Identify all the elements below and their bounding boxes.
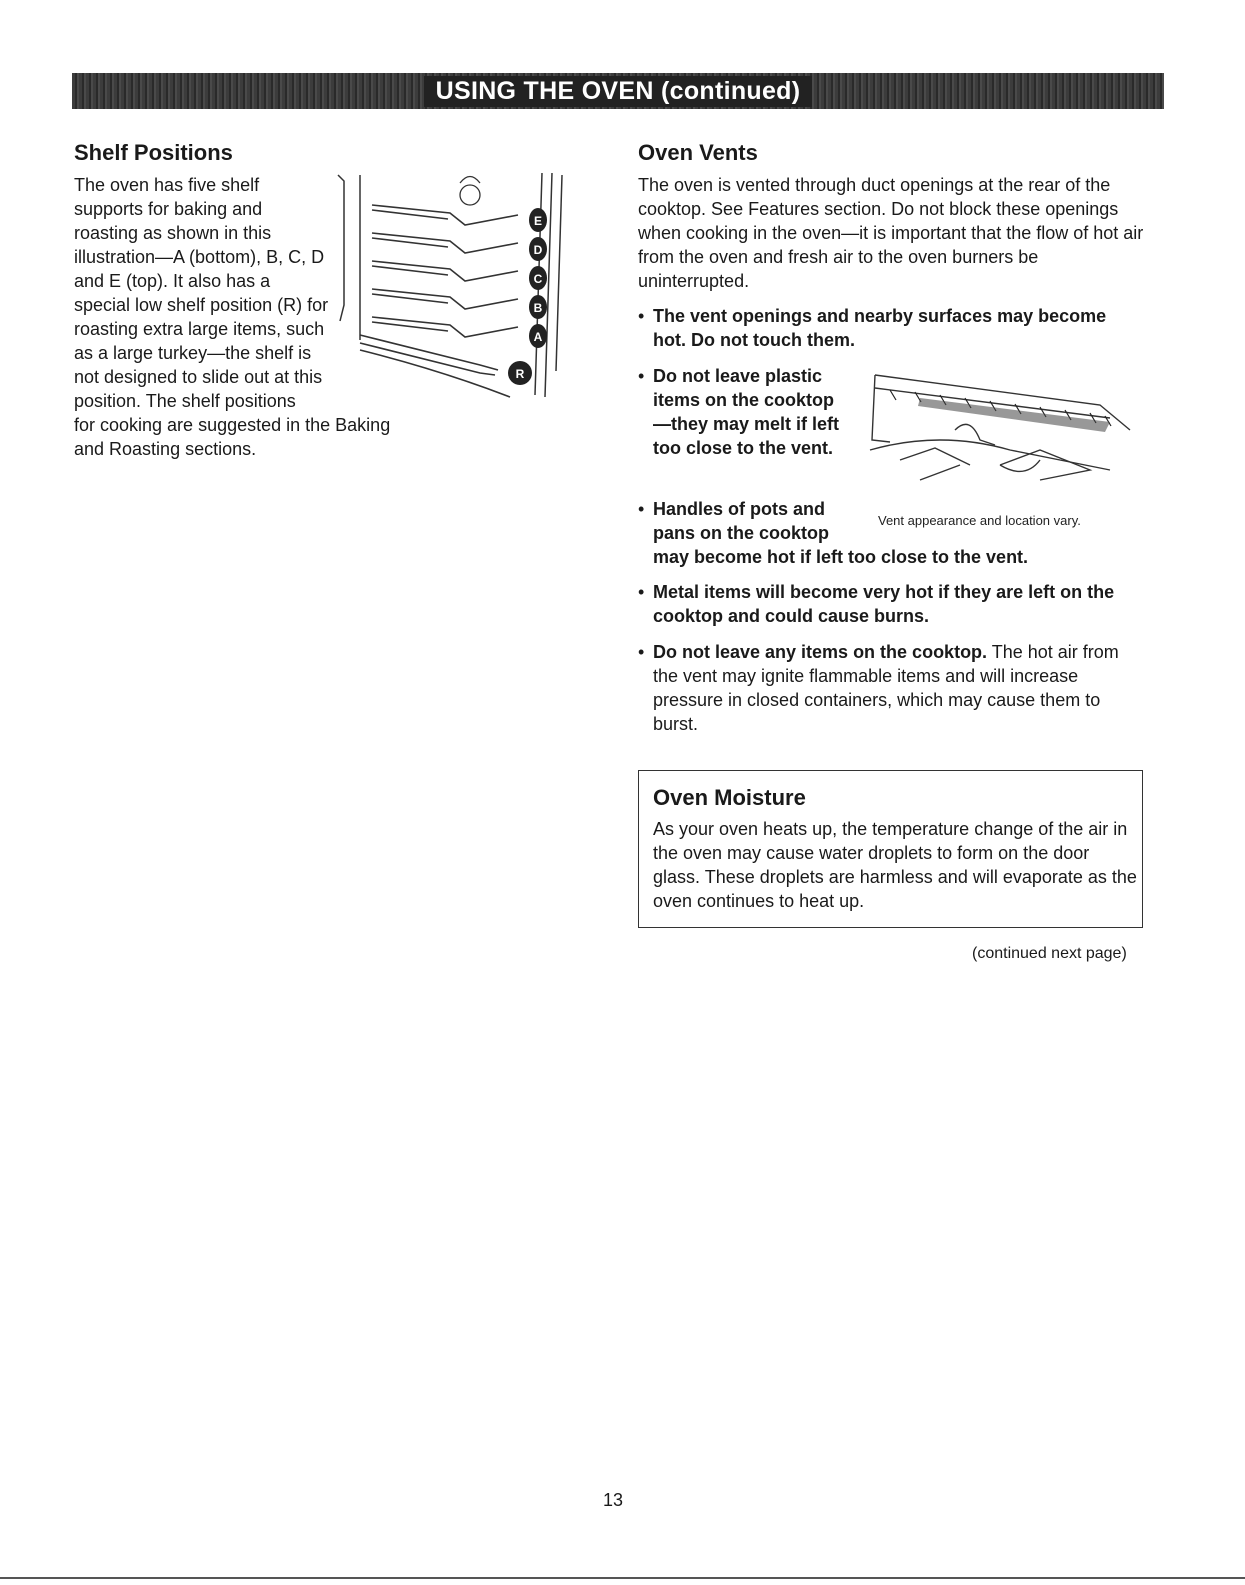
oven-moisture-heading: Oven Moisture: [653, 785, 806, 810]
bullet-text-rest: may become hot if left too close to the vent.: [653, 547, 1029, 567]
shelf-text-wide: for cooking are suggested in the Baking and Roasting sections.: [74, 415, 391, 459]
shelf-position-badge-a: [529, 324, 547, 348]
page-number: 13: [603, 1490, 624, 1510]
oven-moisture-text: As your oven heats up, the temperature change of the air in the oven may cause water droplets to form on the door glass. These droplets are harmless and will evaporate as the oven continues to heat up.: [653, 819, 1137, 911]
svg-text:R: R: [515, 367, 525, 381]
shelf-positions-heading: Shelf Positions: [74, 140, 233, 165]
bullet-dot: •: [638, 306, 645, 326]
bullet-dot: •: [638, 366, 645, 386]
oven-vents-intro: The oven is vented through duct openings at the rear of the cooktop. See Features section. Do not block these openings when cooking in the oven—it is important that the flow of hot air from the oven and fresh air to the oven burners be uninterrupted.: [638, 175, 1144, 291]
bullet-dot: •: [638, 499, 645, 519]
shelf-position-badge-e: [529, 208, 547, 232]
bottom-rule: [0, 1577, 1245, 1579]
svg-text:D: D: [533, 243, 543, 257]
section-banner: [72, 73, 1164, 109]
shelf-position-badge-b: [529, 295, 547, 319]
vent-bullet-handles: [638, 497, 1138, 569]
bullet-text: [638, 640, 1128, 736]
bullet-text: [638, 497, 1138, 569]
svg-text:E: E: [533, 214, 543, 228]
svg-text:A: A: [533, 330, 543, 344]
shelf-position-badge-d: [529, 237, 547, 261]
oven-vents-heading: Oven Vents: [638, 140, 758, 165]
bullet-dot: •: [638, 642, 645, 662]
vent-figure-caption: Vent appearance and location vary.: [878, 513, 1081, 528]
bullet-text: Do not leave plastic items on the cooktop—they may melt if left too close to the vent.: [653, 366, 840, 458]
oven-vent-illustration: [860, 370, 1135, 500]
bullet-text: The vent openings and nearby surfaces may become hot. Do not touch them.: [653, 306, 1107, 350]
bullet-text-rest: The hot air from the vent may ignite flammable items and will increase pressure in closed containers, which may cause them to burst.: [653, 642, 1119, 734]
vent-bullet-hot-surfaces: [638, 304, 1138, 352]
shelf-position-badge-r: [508, 361, 532, 385]
svg-text:C: C: [533, 272, 543, 286]
bullet-text-narrow: Handles of pots and pans on the cooktop: [653, 499, 830, 543]
section-title: USING THE OVEN (continued): [424, 76, 813, 107]
vent-bullet-metal: [638, 580, 1148, 628]
shelf-text-narrow: The oven has five shelf supports for baking and roasting as shown in this illustration—A (bottom), B, C, D and E (top). It also has a special low shelf position (R) for roasting extra large items, such as a large turkey—the shelf is not designed to slide out at this position. The shelf positions: [74, 175, 329, 411]
vent-bullet-plastic: [638, 364, 848, 460]
bullet-text: Metal items will become very hot if they are left on the cooktop and could cause burns.: [653, 582, 1115, 626]
oven-moisture-box: [638, 770, 1143, 928]
bullet-text-bold: Do not leave any items on the cooktop.: [653, 642, 988, 662]
shelf-position-badge-c: [529, 266, 547, 290]
shelf-positions-illustration: [330, 165, 575, 420]
continued-note: (continued next page): [972, 945, 1127, 962]
vent-bullet-no-items: [638, 640, 1128, 736]
bullet-dot: •: [638, 582, 645, 602]
svg-text:B: B: [533, 301, 543, 315]
